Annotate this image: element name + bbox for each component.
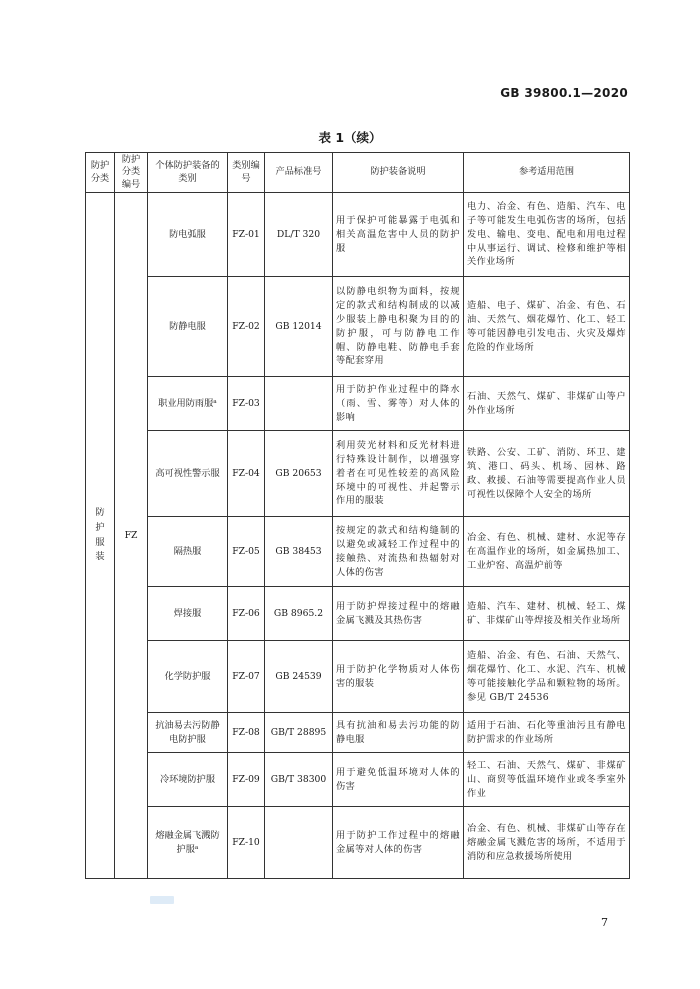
equipment-description: 具有抗油和易去污功能的防静电服	[333, 713, 464, 753]
product-standard: GB 20653	[265, 431, 333, 517]
applicable-scope: 冶金、有色、机械、非煤矿山等存在熔融金属飞溅危害的场所，不适用于消防和应急救援场所使用	[464, 807, 630, 879]
ppe-table	[85, 152, 630, 879]
equipment-description: 用于保护可能暴露于电弧和相关高温危害中人员的防护服	[333, 193, 464, 277]
column-header: 产品标准号	[265, 153, 333, 193]
equipment-name: 职业用防雨服ᵃ	[148, 377, 228, 431]
table-row	[86, 517, 630, 587]
table-row	[86, 713, 630, 753]
table-row	[86, 193, 630, 277]
equipment-code: FZ-09	[228, 753, 265, 807]
applicable-scope: 造船、冶金、有色、石油、天然气、烟花爆竹、化工、水泥、汽车、机械等可能接触化学品和颗粒物的场所。参见 GB/T 24536	[464, 641, 630, 713]
column-header: 防护分类编号	[115, 153, 148, 193]
equipment-code: FZ-10	[228, 807, 265, 879]
protection-category-name: 防护服装	[95, 507, 105, 563]
applicable-scope: 造船、电子、煤矿、冶金、有色、石油、天然气、烟花爆竹、化工、轻工等可能因静电引发电击、火灾及爆炸危险的作业场所	[464, 277, 630, 377]
table-row	[86, 377, 630, 431]
faint-stamp-mark	[150, 896, 174, 904]
table-caption: 表 1（续）	[318, 130, 382, 145]
applicable-scope: 冶金、有色、机械、建材、水泥等存在高温作业的场所，如金属热加工、工业炉窑、高温炉前等	[464, 517, 630, 587]
protection-category-cell	[86, 193, 115, 879]
protection-category-code: FZ	[115, 193, 148, 879]
product-standard: GB 12014	[265, 277, 333, 377]
applicable-scope: 适用于石油、石化等重油污且有静电防护需求的作业场所	[464, 713, 630, 753]
equipment-name: 防静电服	[148, 277, 228, 377]
equipment-description: 用于防护化学物质对人体伤害的服装	[333, 641, 464, 713]
equipment-description: 用于防护作业过程中的降水（雨、雪、雾等）对人体的影响	[333, 377, 464, 431]
equipment-description: 用于避免低温环境对人体的伤害	[333, 753, 464, 807]
product-standard: GB 24539	[265, 641, 333, 713]
table-header	[86, 153, 630, 193]
equipment-code: FZ-07	[228, 641, 265, 713]
column-header: 参考适用范围	[464, 153, 630, 193]
product-standard	[265, 807, 333, 879]
column-header: 个体防护装备的类别	[148, 153, 228, 193]
product-standard: DL/T 320	[265, 193, 333, 277]
equipment-description: 按规定的款式和结构缝制的以避免或减轻工作过程中的接触热、对流热和热辐射对人体的伤害	[333, 517, 464, 587]
standard-code: GB 39800.1—2020	[500, 86, 628, 100]
equipment-description: 以防静电织物为面料，按规定的款式和结构制成的以减少服装上静电积聚为目的的防护服，可与防静电工作帽、防静电鞋、防静电手套等配套穿用	[333, 277, 464, 377]
equipment-code: FZ-06	[228, 587, 265, 641]
column-header: 防护分类	[86, 153, 115, 193]
equipment-name: 熔融金属飞溅防护服ᵃ	[148, 807, 228, 879]
equipment-name: 焊接服	[148, 587, 228, 641]
equipment-description: 利用荧光材料和反光材料进行特殊设计制作，以增强穿着者在可见性较差的高风险环境中的可视性、并起警示作用的服装	[333, 431, 464, 517]
product-standard: GB 8965.2	[265, 587, 333, 641]
applicable-scope: 电力、冶金、有色、造船、汽车、电子等可能发生电弧伤害的场所，包括发电、输电、变电、配电和用电过程中从事运行、调试、检修和维护等相关作业场所	[464, 193, 630, 277]
page-number: 7	[601, 916, 608, 929]
product-standard: GB 38453	[265, 517, 333, 587]
equipment-code: FZ-04	[228, 431, 265, 517]
table-body	[86, 193, 630, 879]
equipment-name: 高可视性警示服	[148, 431, 228, 517]
table-row	[86, 587, 630, 641]
applicable-scope: 石油、天然气、煤矿、非煤矿山等户外作业场所	[464, 377, 630, 431]
product-standard: GB/T 28895	[265, 713, 333, 753]
applicable-scope: 造船、汽车、建材、机械、轻工、煤矿、非煤矿山等焊接及相关作业场所	[464, 587, 630, 641]
equipment-name: 冷环境防护服	[148, 753, 228, 807]
equipment-name: 防电弧服	[148, 193, 228, 277]
equipment-name: 抗油易去污防静电防护服	[148, 713, 228, 753]
applicable-scope: 铁路、公安、工矿、消防、环卫、建筑、港口、码头、机场、园林、路政、救援、石油等需要提高作业人员可视性以保障个人安全的场所	[464, 431, 630, 517]
table-row	[86, 277, 630, 377]
equipment-name: 化学防护服	[148, 641, 228, 713]
equipment-code: FZ-03	[228, 377, 265, 431]
applicable-scope: 轻工、石油、天然气、煤矿、非煤矿山、商贸等低温环境作业或冬季室外作业	[464, 753, 630, 807]
column-header: 防护装备说明	[333, 153, 464, 193]
equipment-code: FZ-01	[228, 193, 265, 277]
equipment-code: FZ-05	[228, 517, 265, 587]
equipment-code: FZ-08	[228, 713, 265, 753]
equipment-code: FZ-02	[228, 277, 265, 377]
table-row	[86, 807, 630, 879]
table-row	[86, 753, 630, 807]
equipment-name: 隔热服	[148, 517, 228, 587]
product-standard: GB/T 38300	[265, 753, 333, 807]
column-header: 类别编号	[228, 153, 265, 193]
equipment-description: 用于防护焊接过程中的熔融金属飞溅及其热伤害	[333, 587, 464, 641]
table-row	[86, 641, 630, 713]
header-row	[86, 153, 630, 193]
table-row	[86, 431, 630, 517]
product-standard	[265, 377, 333, 431]
equipment-description: 用于防护工作过程中的熔融金属等对人体的伤害	[333, 807, 464, 879]
